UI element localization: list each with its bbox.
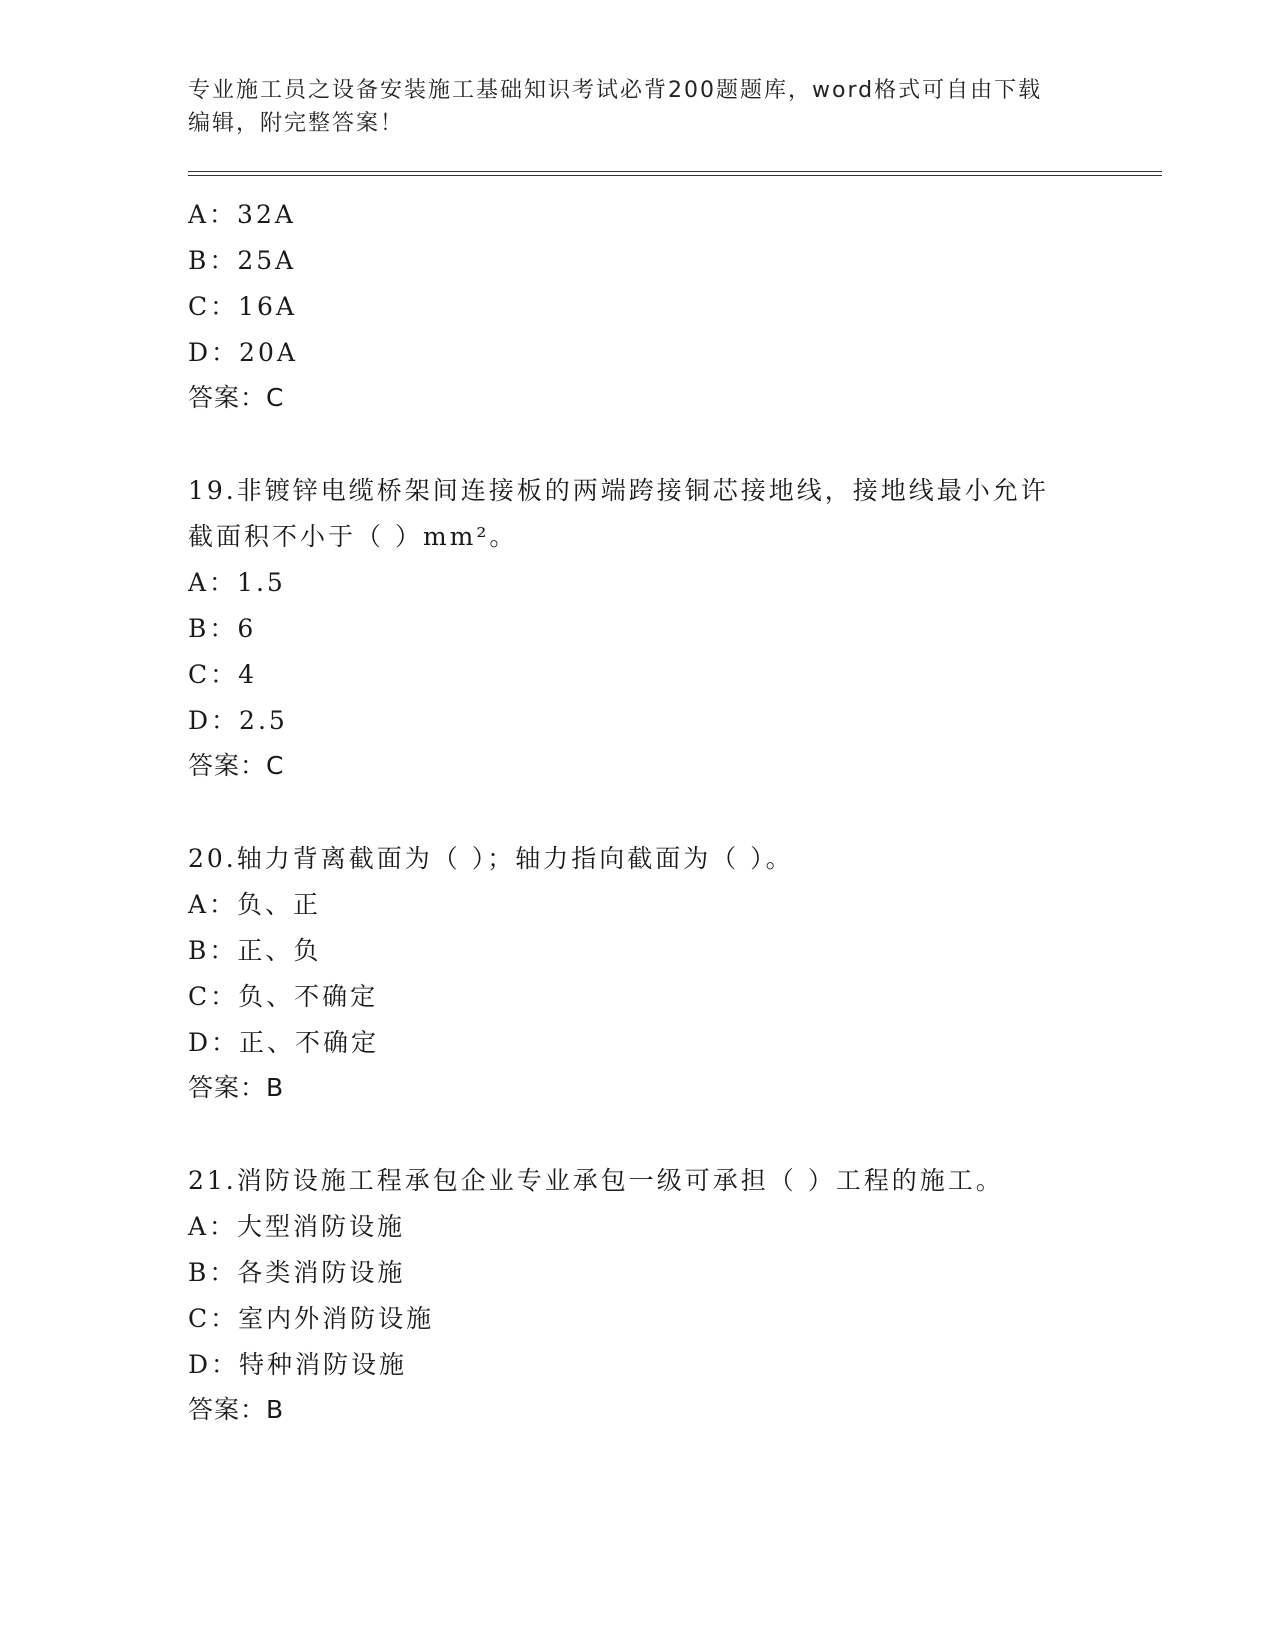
question-block-21: [188, 1158, 1088, 1432]
header-rule-bottom: [188, 175, 1162, 176]
option-a: A：1.5: [188, 568, 286, 597]
question-block-20: [188, 836, 1088, 1110]
question-block-18: [188, 192, 1088, 420]
answer-line: 答案：B: [188, 1395, 285, 1424]
document-header: [188, 74, 1088, 140]
answer-line: 答案：C: [188, 751, 285, 780]
option-c: C：室内外消防设施: [188, 1304, 435, 1333]
header-rule-top: [188, 171, 1162, 172]
option-c: C：16A: [188, 292, 297, 321]
option-b: B：25A: [188, 246, 297, 275]
question-block-19: [188, 468, 1088, 788]
option-d: D：2.5: [188, 706, 288, 735]
option-c: C：4: [188, 660, 258, 689]
option-b: B：6: [188, 614, 257, 643]
question-text-line-1: 19.非镀锌电缆桥架间连接板的两端跨接铜芯接地线，接地线最小允许: [188, 476, 1049, 505]
answer-line: 答案：B: [188, 1073, 285, 1102]
option-d: D：20A: [188, 338, 298, 367]
option-b: B：各类消防设施: [188, 1258, 406, 1287]
header-line-2: 编辑，附完整答案！: [188, 111, 405, 136]
question-text-line-1: 20.轴力背离截面为（ ）；轴力指向截面为（ ）。: [188, 844, 794, 873]
option-c: C：负、不确定: [188, 982, 379, 1011]
option-a: A：负、正: [188, 890, 322, 919]
header-line-1: 专业施工员之设备安装施工基础知识考试必背200题题库，word格式可自由下载: [188, 78, 1043, 103]
question-list: [188, 192, 1088, 1432]
option-d: D：正、不确定: [188, 1028, 380, 1057]
option-b: B：正、负: [188, 936, 322, 965]
question-text-line-1: 21.消防设施工程承包企业专业承包一级可承担（ ）工程的施工。: [188, 1166, 1004, 1195]
option-a: A：32A: [188, 200, 296, 229]
option-a: A：大型消防设施: [188, 1212, 406, 1241]
answer-line: 答案：C: [188, 383, 285, 412]
question-text-line-2: 截面积不小于（ ）mm²。: [188, 522, 518, 551]
option-d: D：特种消防设施: [188, 1350, 408, 1379]
